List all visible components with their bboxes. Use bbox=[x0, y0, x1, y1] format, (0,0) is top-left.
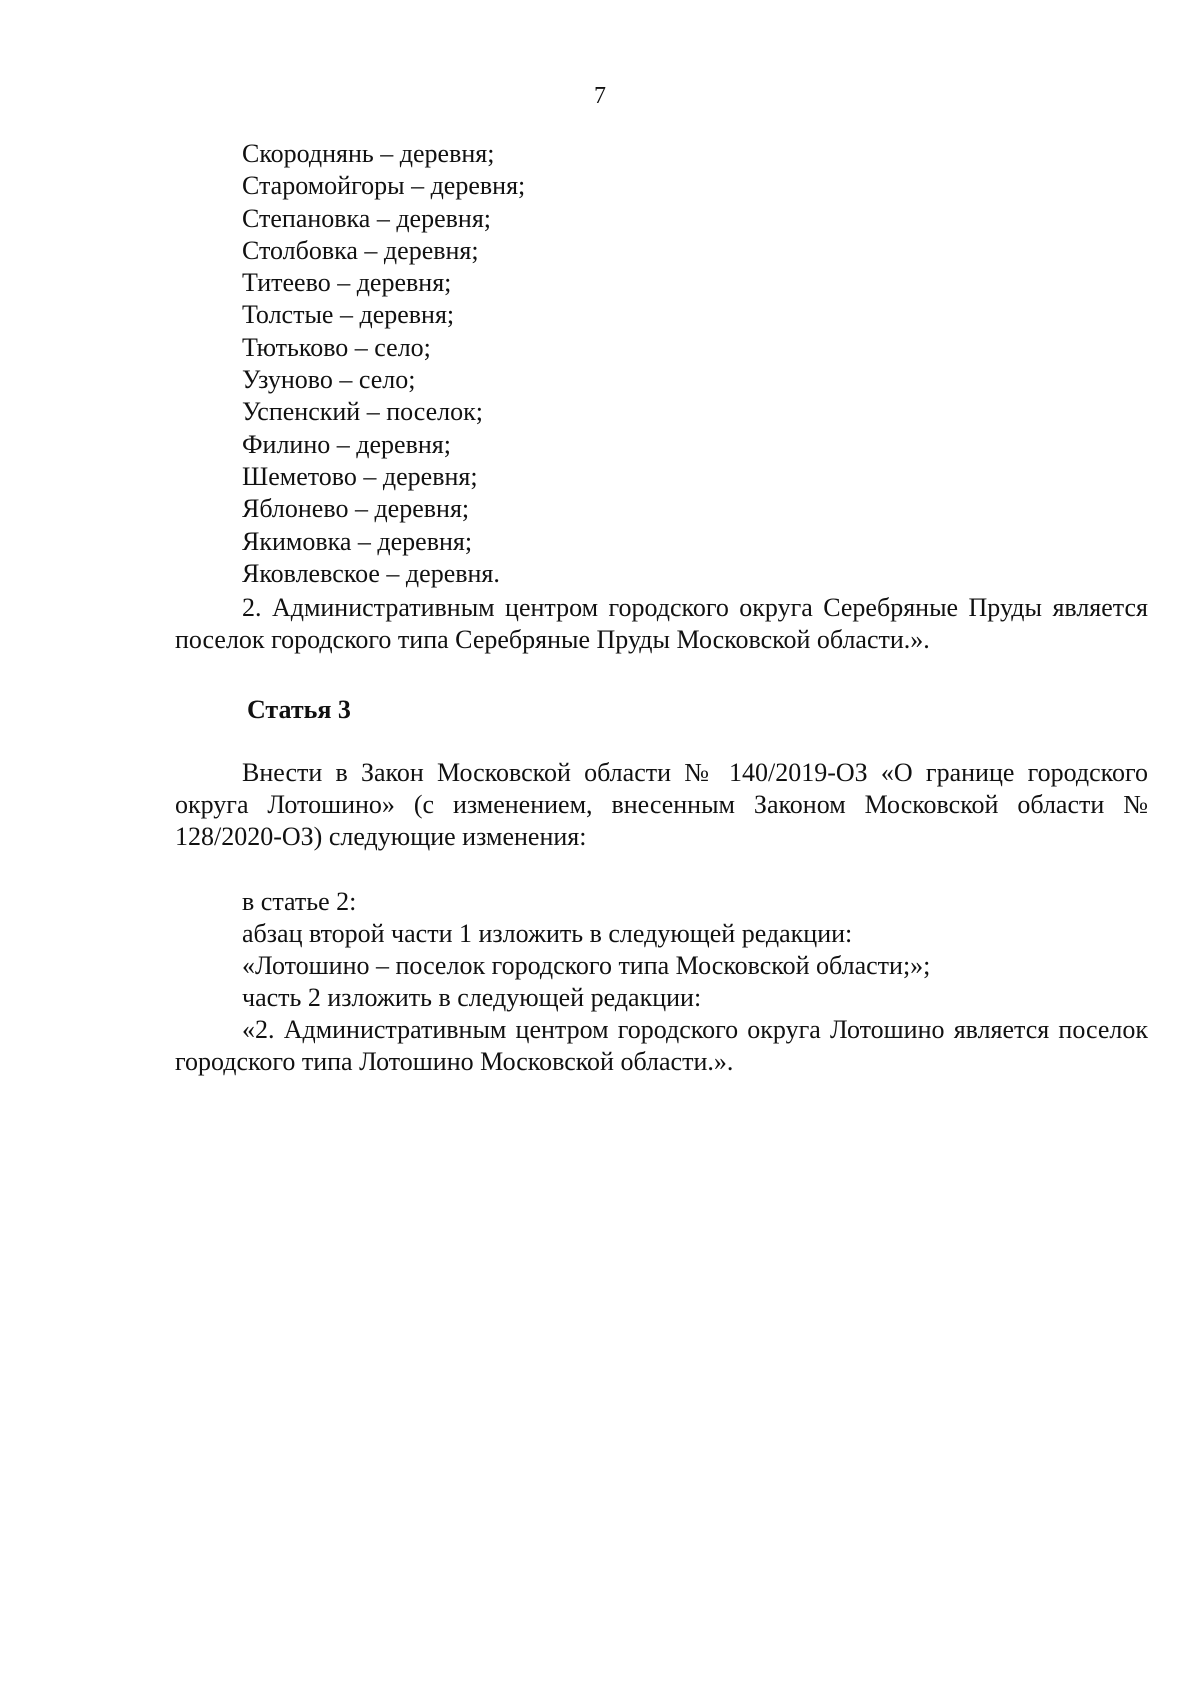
settlement-item: Яблонево – деревня; bbox=[242, 494, 470, 524]
settlement-item: Яковлевское – деревня. bbox=[242, 558, 500, 588]
amendment-in-article: в статье 2: bbox=[242, 887, 357, 916]
amendment-part2-instruction: часть 2 изложить в следующей редакции: bbox=[242, 983, 702, 1012]
settlement-item: Скороднянь – деревня; bbox=[242, 139, 495, 168]
amendment-part1-instruction: абзац второй части 1 изложить в следующей редакции: bbox=[242, 919, 853, 948]
settlement-item: Титеево – деревня; bbox=[242, 268, 452, 298]
settlement-item: Шеметово – деревня; bbox=[242, 461, 478, 491]
settlement-list bbox=[242, 138, 525, 590]
paragraph-2-text: 2. Административным центром городского округа Серебряные Пруды является поселок городского типа Серебряные Пруды Московской области.». bbox=[175, 593, 1148, 654]
settlement-item: Узуново – село; bbox=[242, 365, 416, 395]
article-heading: Статья 3 bbox=[247, 695, 351, 724]
page-number: 7 bbox=[594, 83, 606, 109]
settlement-item: Филино – деревня; bbox=[242, 429, 451, 459]
settlement-item: Столбовка – деревня; bbox=[242, 235, 479, 265]
settlement-item: Тютьково – село; bbox=[242, 332, 431, 362]
settlement-item: Степановка – деревня; bbox=[242, 203, 492, 233]
article-3-intro bbox=[175, 757, 1148, 853]
settlement-item: Старомойгоры – деревня; bbox=[242, 171, 526, 201]
settlement-item: Толстые – деревня; bbox=[242, 300, 455, 330]
settlement-item: Успенский – поселок; bbox=[242, 397, 483, 427]
article-3-intro-text: Внести в Закон Московской области № 140/2019-ОЗ «О границе городского округа Лотошино» (с изменением, внесенным Законом Московской области № 128/2020-ОЗ) следующие изменения: bbox=[175, 758, 1148, 851]
amendment-part2-text-content: «2. Административным центром городского округа Лотошино является поселок городского типа Лотошино Московской области.». bbox=[175, 1015, 1148, 1076]
paragraph-2 bbox=[175, 592, 1148, 656]
amendment-part2-text bbox=[175, 1014, 1148, 1078]
settlement-item: Якимовка – деревня; bbox=[242, 526, 473, 556]
amendment-part1-text: «Лотошино – поселок городского типа Московской области;»; bbox=[242, 951, 931, 980]
